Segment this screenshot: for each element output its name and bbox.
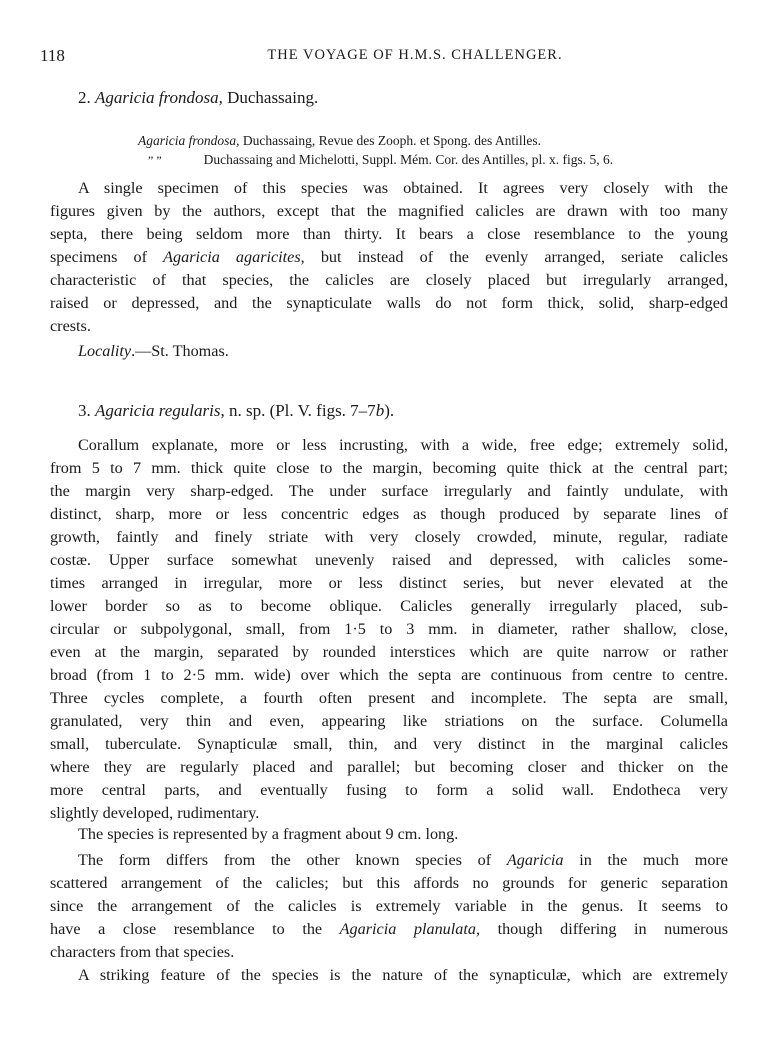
text-segment: figures given by the authors, except that the magnified calicles are drawn with too many bbox=[50, 202, 728, 220]
text-line bbox=[50, 779, 728, 802]
text-line bbox=[50, 549, 728, 572]
text-line bbox=[50, 457, 728, 480]
comparison-paragraph bbox=[50, 849, 728, 964]
text-segment: characters from that species. bbox=[50, 943, 235, 961]
text-segment: Duchassaing and Michelotti, Suppl. Mém. Cor. des Antilles, pl. x. figs. 5, 6. bbox=[203, 152, 614, 167]
text-line bbox=[50, 918, 728, 941]
text-line bbox=[50, 802, 728, 825]
text-line bbox=[50, 618, 728, 641]
italic-text: Agaricia agaricites bbox=[163, 248, 301, 266]
text-segment: times arranged in irregular, more or less distinct series, but never elevated at the bbox=[50, 574, 728, 592]
text-segment: 3. bbox=[78, 401, 95, 420]
text-segment: where they are regularly placed and parallel; but becoming closer and thicker on the bbox=[50, 758, 728, 776]
text-line bbox=[50, 177, 728, 200]
section-3-description bbox=[50, 434, 728, 825]
text-segment: The species is represented by a fragment about 9 cm. long. bbox=[78, 825, 459, 843]
text-segment: , n. sp. (Pl. V. figs. 7–7 bbox=[220, 401, 376, 420]
section-3-title bbox=[78, 401, 756, 421]
text-segment: costæ. Upper surface somewhat unevenly raised and depressed, with calicles some- bbox=[50, 551, 728, 569]
text-segment: circular or subpolygonal, small, from 1·5 to 3 mm. in diameter, rather shallow, close, bbox=[50, 620, 728, 638]
text-segment: in the much more bbox=[563, 851, 729, 869]
text-line bbox=[50, 572, 728, 595]
section-2-citation-1 bbox=[138, 131, 738, 150]
italic-text: Agaricia frondosa bbox=[138, 133, 237, 148]
italic-text: Agaricia bbox=[506, 851, 564, 869]
text-line bbox=[50, 315, 728, 338]
text-segment: , Duchassaing. bbox=[218, 88, 319, 107]
text-segment: The form differs from the other known species of bbox=[78, 851, 507, 869]
text-line bbox=[50, 895, 728, 918]
italic-text: Agaricia regularis bbox=[95, 401, 221, 420]
text-segment: , but instead of the evenly arranged, seriate calicles bbox=[300, 248, 729, 266]
specimen-paragraph bbox=[78, 825, 756, 844]
text-line bbox=[50, 246, 728, 269]
text-segment: , Duchassaing, Revue des Zooph. et Spong. des Antilles. bbox=[236, 133, 541, 148]
text-segment: septa, there being seldom more than thirty. It bears a close resemblance to the young bbox=[50, 225, 728, 243]
text-line bbox=[50, 872, 728, 895]
text-segment: since the arrangement of the calicles is extremely variable in the genus. It seems to bbox=[50, 897, 728, 915]
italic-text: Agaricia planulata, bbox=[339, 920, 480, 938]
section-2-title bbox=[78, 88, 756, 108]
text-segment: small, tuberculate. Synapticulæ small, thin, and very distinct in the marginal calicles bbox=[50, 735, 728, 753]
text-segment: raised or depressed, and the synapticulate walls do not form thick, solid, sharp-edged bbox=[50, 294, 728, 312]
section-2-citation-2 bbox=[148, 150, 748, 170]
text-line bbox=[50, 641, 728, 664]
text-line bbox=[50, 292, 728, 315]
text-segment: slightly developed, rudimentary. bbox=[50, 804, 260, 822]
text-segment: broad (from 1 to 2·5 mm. wide) over which the septa are continuous from centre to centre. bbox=[50, 666, 728, 684]
text-segment: crests. bbox=[50, 317, 91, 335]
running-title: THE VOYAGE OF H.M.S. CHALLENGER. bbox=[267, 47, 563, 63]
text-line bbox=[50, 687, 728, 710]
text-segment: have a close resemblance to the bbox=[50, 920, 340, 938]
text-segment: from 5 to 7 mm. thick quite close to the margin, becoming quite thick at the central part; bbox=[50, 459, 728, 477]
text-line bbox=[50, 526, 728, 549]
text-line bbox=[50, 200, 728, 223]
italic-text: b bbox=[375, 401, 385, 420]
text-line bbox=[50, 849, 728, 872]
text-line bbox=[50, 710, 728, 733]
italic-text: Locality bbox=[78, 342, 132, 360]
text-segment: characteristic of that species, the calicles are closely placed but irregularly arranged, bbox=[50, 271, 728, 289]
text-segment: A single specimen of this species was obtained. It agrees very closely with the bbox=[78, 179, 728, 197]
italic-text: Agaricia frondosa bbox=[95, 88, 219, 107]
feature-paragraph bbox=[50, 964, 728, 987]
text-line bbox=[50, 595, 728, 618]
text-segment: even at the margin, separated by rounded interstices which are quite narrow or rather bbox=[50, 643, 728, 661]
text-segment: A striking feature of the species is the nature of the synapticulæ, which are extremely bbox=[78, 966, 728, 984]
text-segment: though differing in numerous bbox=[480, 920, 729, 938]
text-line bbox=[50, 664, 728, 687]
text-segment: Corallum explanate, more or less incrusting, with a wide, free edge; extremely solid, bbox=[78, 436, 728, 454]
text-line bbox=[50, 941, 728, 964]
text-segment: more central parts, and eventually fusing to form a solid wall. Endotheca very bbox=[50, 781, 728, 799]
text-line bbox=[50, 223, 728, 246]
text-line bbox=[50, 434, 728, 457]
text-segment: distinct, sharp, more or less concentric edges as though produced by separate lines of bbox=[50, 505, 728, 523]
text-line bbox=[50, 269, 728, 292]
text-segment: 2. bbox=[78, 88, 95, 107]
text-segment: growth, faintly and finely striate with very closely crowded, minute, regular, radiate bbox=[50, 528, 728, 546]
text-segment: the margin very sharp-edged. The under surface irregularly and faintly undulate, with bbox=[50, 482, 728, 500]
text-segment: Three cycles complete, a fourth often present and incomplete. The septa are small, bbox=[50, 689, 728, 707]
page-number: 118 bbox=[40, 46, 65, 65]
text-line bbox=[50, 503, 728, 526]
locality-line bbox=[78, 342, 756, 361]
text-segment: lower border so as to become oblique. Calicles generally irregularly placed, sub- bbox=[50, 597, 728, 615]
text-segment: granulated, very thin and even, appearing like striations on the surface. Columella bbox=[50, 712, 728, 730]
text-segment: ” ” bbox=[148, 153, 162, 167]
text-line bbox=[50, 480, 728, 503]
text-segment: specimens of bbox=[50, 248, 164, 266]
section-2-paragraph bbox=[50, 177, 728, 338]
text-line bbox=[50, 756, 728, 779]
text-segment: scattered arrangement of the calicles; but this affords no grounds for generic separation bbox=[50, 874, 728, 892]
text-line bbox=[50, 733, 728, 756]
text-line bbox=[50, 964, 728, 987]
text-segment: ). bbox=[384, 401, 395, 420]
text-segment: .—St. Thomas. bbox=[131, 342, 229, 360]
